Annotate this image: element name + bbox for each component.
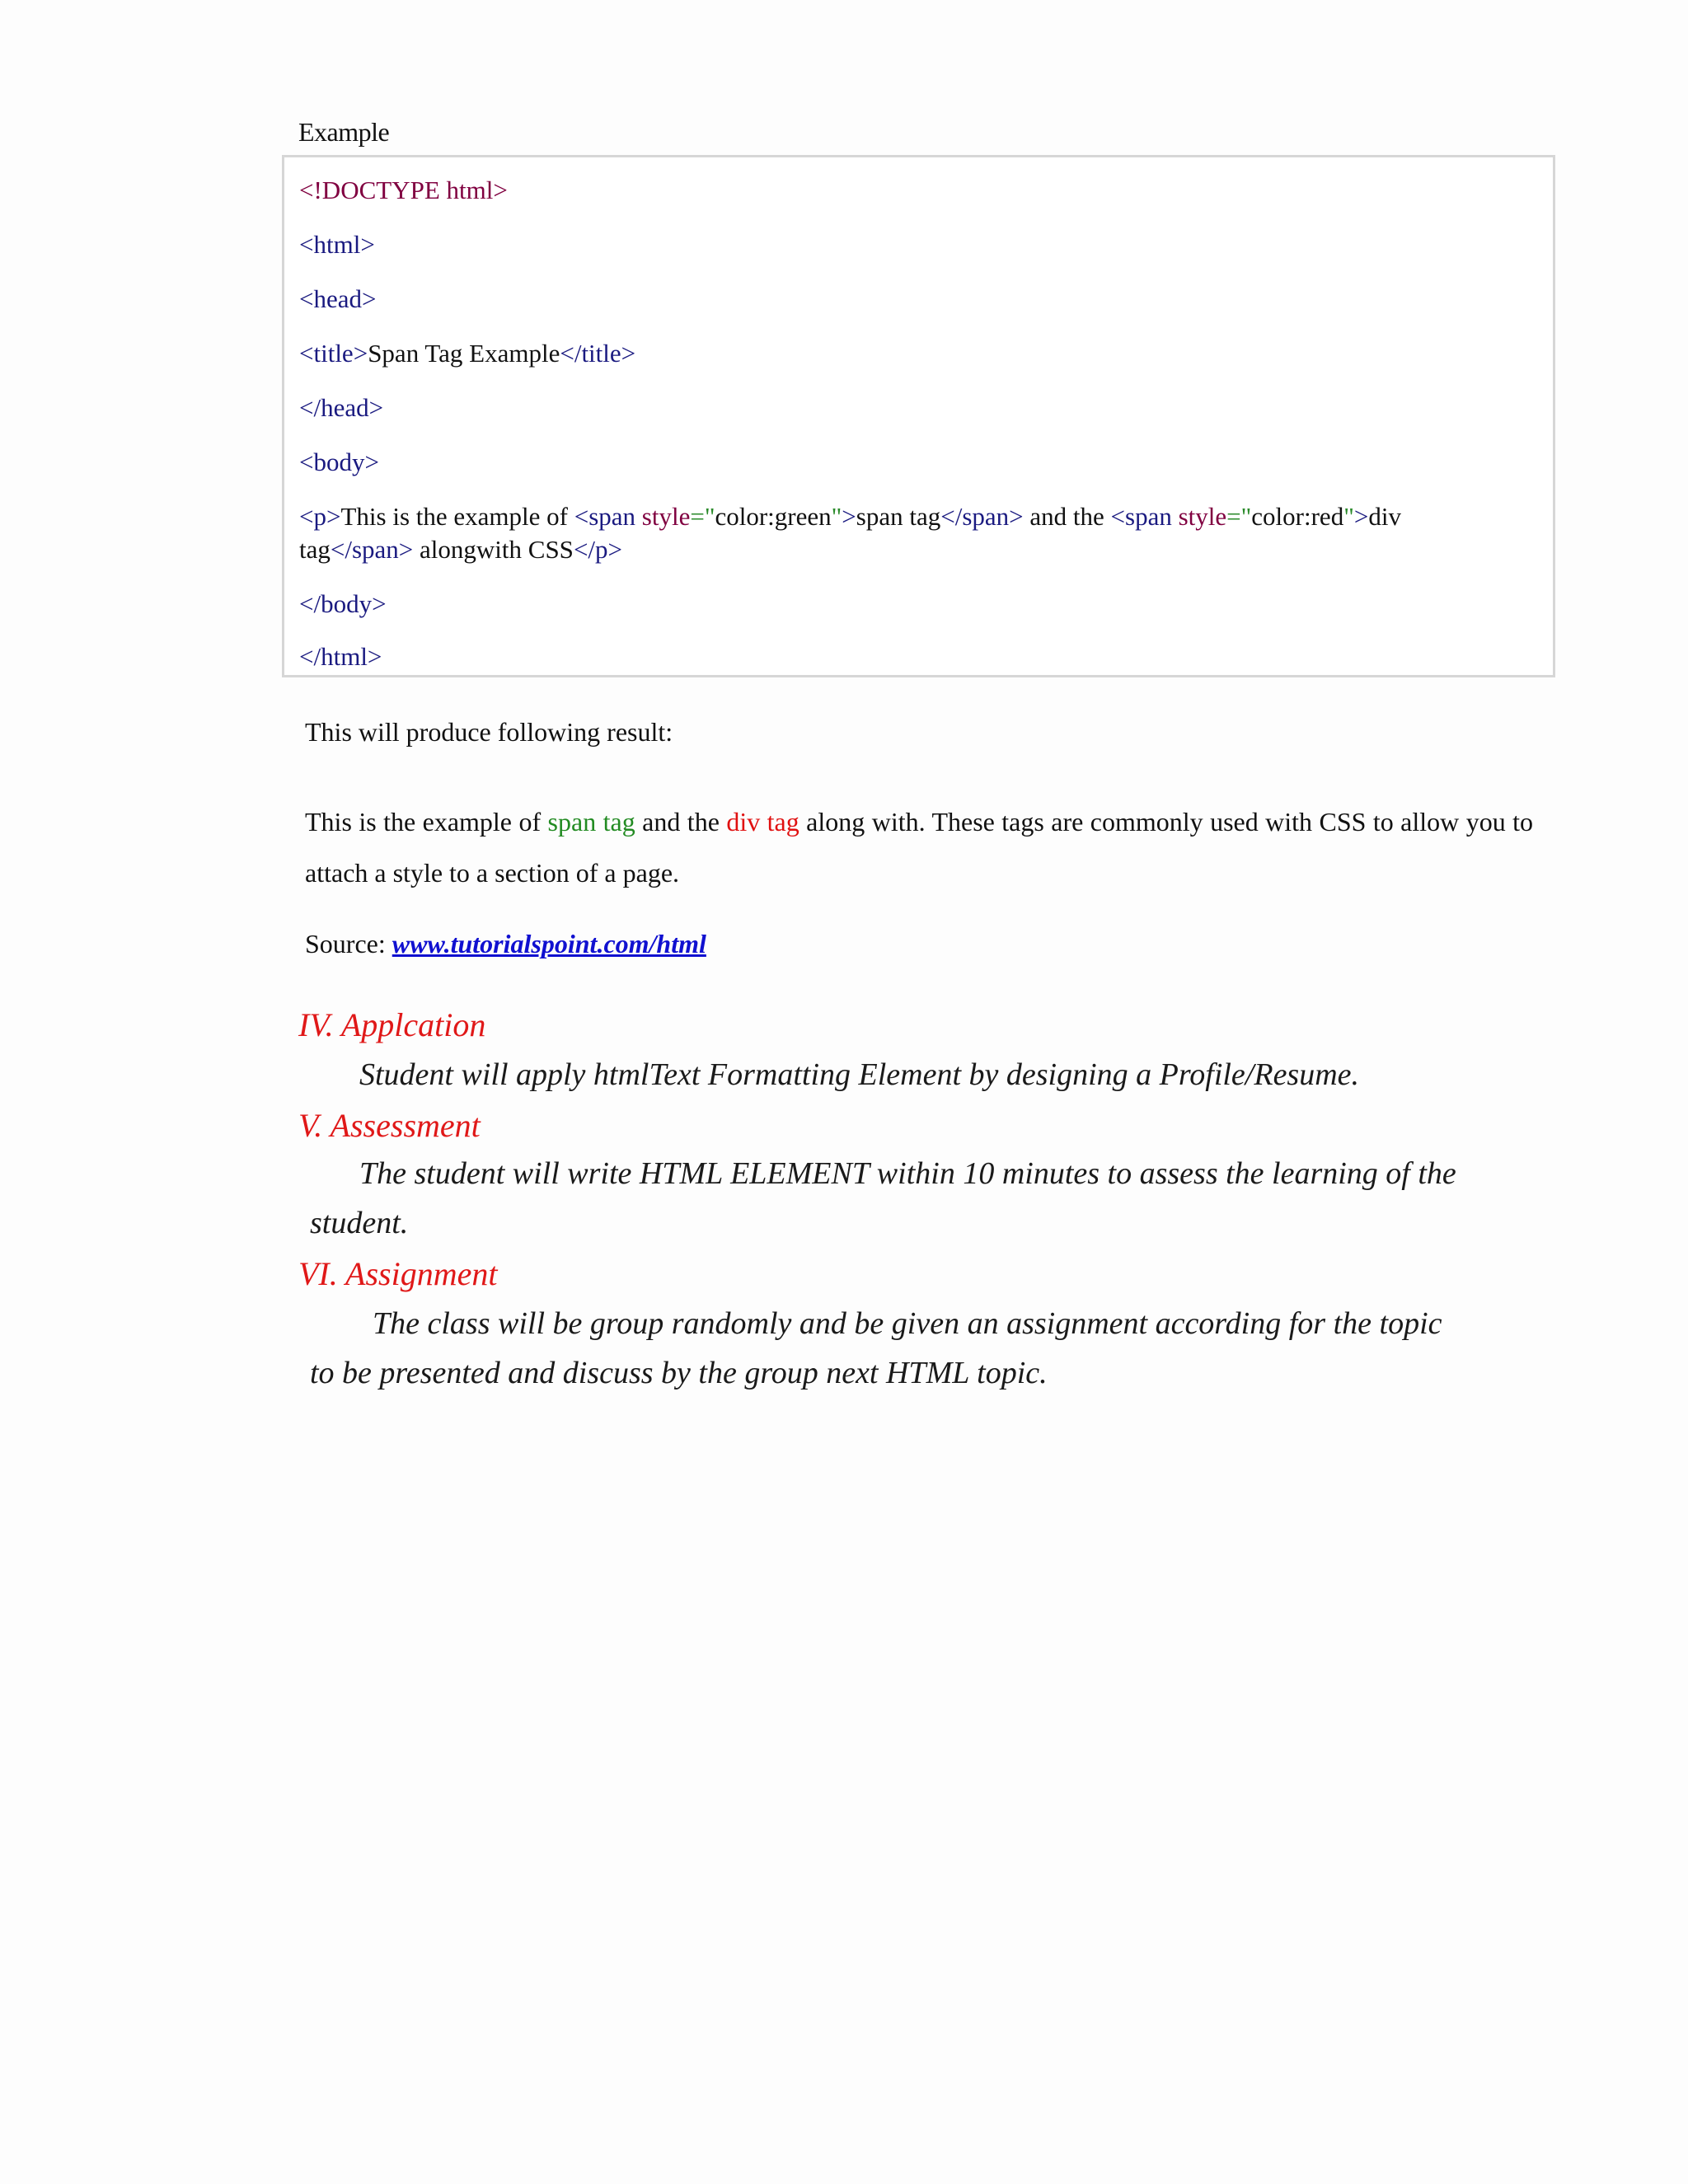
code-line-head-close: </head>: [299, 393, 384, 422]
section-heading-application: IV. Applcation: [298, 1006, 486, 1043]
style-attribute: style: [1178, 502, 1227, 531]
source-link[interactable]: www.tutorialspoint.com/html: [392, 929, 706, 958]
code-line-html-open: <html>: [299, 230, 375, 259]
code-line-title: [299, 337, 635, 370]
p-open-tag: <p>: [299, 502, 341, 531]
code-line-paragraph-cont: [299, 533, 622, 566]
green-span-text: span tag: [547, 807, 635, 837]
attr-value: color:green: [715, 502, 832, 531]
attr-quote: ": [1343, 502, 1354, 531]
code-line-body-close: </body>: [299, 589, 387, 618]
section-heading-assignment: VI. Assignment: [298, 1255, 498, 1292]
section-heading-assessment: V. Assessment: [298, 1107, 481, 1144]
source-label: Source:: [305, 929, 392, 958]
code-text: tag: [299, 535, 331, 564]
code-line-html-close: </html>: [299, 642, 382, 671]
section-body-assessment-cont: student.: [310, 1206, 409, 1240]
code-line-body-open: <body>: [299, 448, 379, 476]
tag-close-bracket: >: [842, 502, 856, 531]
attr-quote: ": [831, 502, 842, 531]
attr-equals: =": [1226, 502, 1252, 531]
result-text: This is the example of: [305, 807, 548, 837]
span-open-tag: <span: [574, 502, 642, 531]
code-text: span tag: [856, 502, 941, 531]
source-line: [305, 929, 706, 959]
style-attribute: style: [641, 502, 691, 531]
span-close-tag: </span>: [330, 535, 414, 564]
section-body-assignment-cont: to be presented and discuss by the group next HTML topic.: [310, 1356, 1048, 1390]
code-example-box: [282, 155, 1555, 677]
attr-value: color:red: [1251, 502, 1344, 531]
attr-equals: =": [690, 502, 715, 531]
code-text: and the: [1023, 502, 1111, 531]
code-text: div: [1368, 502, 1401, 531]
title-close-tag: </title>: [560, 339, 636, 368]
code-text: This is the example of: [340, 502, 574, 531]
example-label: Example: [298, 117, 390, 147]
section-body-assignment: The class will be group randomly and be given an assignment according for the topic: [373, 1306, 1442, 1341]
title-text: Span Tag Example: [368, 339, 560, 368]
p-close-tag: </p>: [573, 535, 623, 564]
red-span-text: div tag: [726, 807, 799, 837]
section-body-assessment: The student will write HTML ELEMENT within 10 minutes to assess the learning of the: [359, 1156, 1456, 1191]
code-text: alongwith CSS: [413, 535, 574, 564]
span-open-tag: <span: [1110, 502, 1179, 531]
tag-close-bracket: >: [1353, 502, 1369, 531]
span-close-tag: </span>: [940, 502, 1024, 531]
doctype-token: <!DOCTYPE html>: [299, 176, 508, 204]
code-line-paragraph: [299, 500, 1401, 533]
code-line-head-open: <head>: [299, 284, 377, 313]
result-text: and the: [635, 807, 727, 837]
result-intro: This will produce following result:: [305, 717, 673, 747]
result-text: along with. These tags are commonly used with CSS to allow you to attach a style to a section of a page.: [305, 807, 1534, 888]
result-paragraph: [305, 796, 1533, 898]
title-open-tag: <title>: [299, 339, 368, 368]
section-body-application: Student will apply htmlText Formatting Element by designing a Profile/Resume.: [359, 1057, 1360, 1092]
code-line-doctype: [299, 174, 508, 207]
